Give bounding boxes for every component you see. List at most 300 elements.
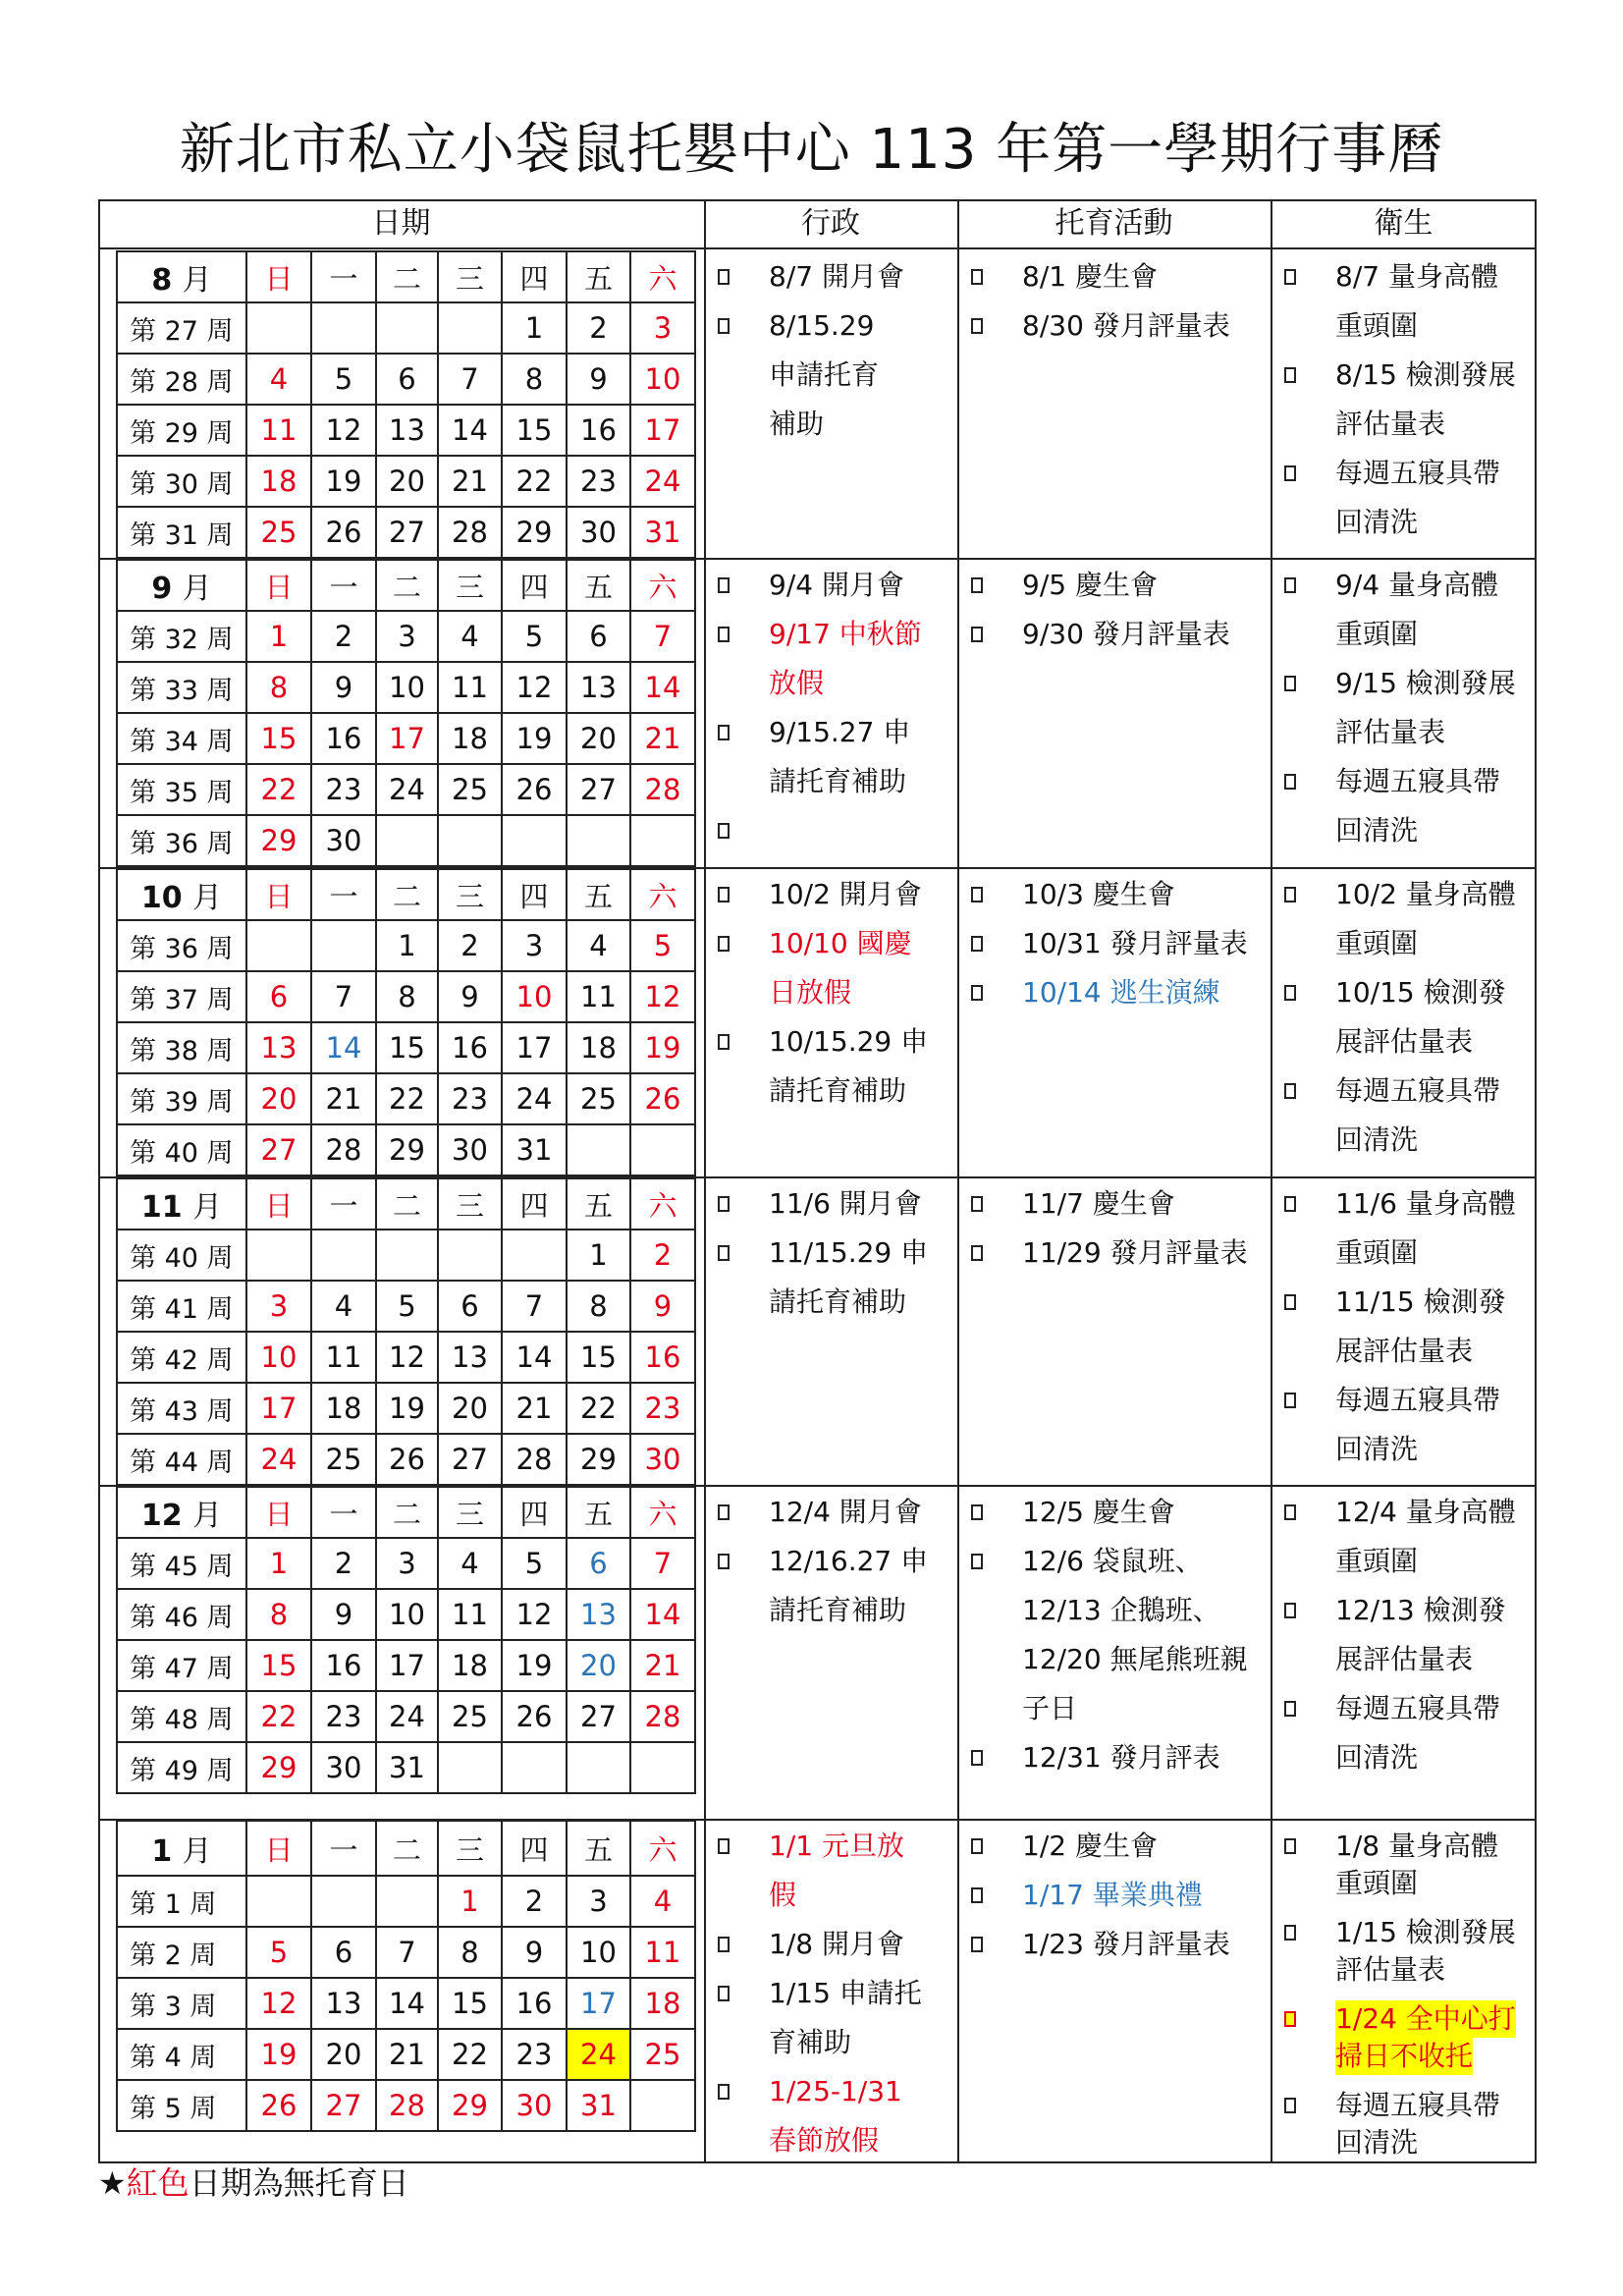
day-cell [438, 1876, 502, 1927]
week-row [117, 1538, 695, 1589]
day-number: 3 [376, 1538, 438, 1589]
week-row [117, 1927, 695, 1978]
day-cell [630, 354, 695, 405]
week-row [117, 1876, 695, 1927]
event-text: 11/15 檢測發 [1335, 1285, 1506, 1318]
day-cell [567, 2029, 630, 2080]
admin-event [704, 919, 957, 1017]
day-number: 25 [311, 1434, 376, 1485]
event-text: 11/6 量身高體 [1335, 1187, 1516, 1220]
event-text: 12/16.27 申 [769, 1545, 929, 1577]
day-number: 8 [502, 354, 567, 405]
week-label [117, 1978, 246, 2029]
checkbox-icon [1284, 1504, 1296, 1520]
event-text: 1/15 檢測發展 [1335, 1916, 1516, 1948]
star-icon: ★ [98, 2164, 127, 2202]
day-number: 11 [644, 1936, 681, 1969]
health-event [1271, 449, 1537, 547]
day-number: 21 [438, 456, 502, 507]
week-suffix: 周 [206, 675, 234, 706]
week-label [117, 405, 246, 456]
checkbox-icon [718, 577, 730, 593]
checkbox-icon [1284, 2098, 1296, 2113]
day-number: 7 [653, 620, 673, 653]
health-event [1271, 870, 1537, 968]
day-number: 29 [452, 2089, 488, 2122]
day-number: 2 [653, 1238, 673, 1272]
weekday-header: 二 [376, 1178, 438, 1230]
week-suffix: 周 [206, 1395, 234, 1427]
health-events [1271, 1179, 1537, 1474]
event-text: 展評估量表 [1335, 1025, 1474, 1058]
week-row [117, 662, 695, 713]
event-text: 8/1 慶生會 [1022, 260, 1158, 293]
day-cell [376, 1230, 438, 1281]
week-row [117, 1434, 695, 1485]
admin-event [704, 301, 957, 449]
weekday-header: 日 [246, 1487, 311, 1538]
weekday-header: 四 [502, 1178, 567, 1230]
month-unit: 月 [182, 263, 212, 298]
checkbox-icon [1284, 2011, 1296, 2027]
checkbox-icon [718, 1504, 730, 1520]
day-number: 27 [376, 507, 438, 558]
event-text: 11/7 慶生會 [1022, 1187, 1175, 1220]
day-number: 24 [376, 764, 438, 815]
day-number: 12 [502, 1589, 567, 1640]
event-text: 請托育補助 [769, 1594, 907, 1626]
week-prefix: 第 [130, 366, 156, 398]
week-row [117, 354, 695, 405]
month-calendar [116, 250, 696, 559]
month-calendar [116, 1486, 696, 1794]
day-cell [246, 1691, 311, 1742]
week-label [117, 1691, 246, 1742]
week-number: 38 [164, 1035, 198, 1066]
week-row [117, 1978, 695, 2029]
weekday-header: 四 [502, 1487, 567, 1538]
week-prefix: 第 [130, 1242, 156, 1274]
day-number: 31 [580, 2089, 617, 2122]
admin-event [704, 1920, 957, 1969]
health-event [1271, 968, 1537, 1066]
week-prefix: 第 [130, 1344, 156, 1376]
week-prefix: 第 [130, 519, 156, 551]
week-row [117, 1230, 695, 1281]
day-number: 22 [376, 1073, 438, 1124]
event-text: 10/15 檢測發 [1335, 976, 1506, 1009]
footer-red-word: 紅色 [126, 2164, 189, 2202]
event-text: 10/2 量身高體 [1335, 878, 1516, 910]
event-text: 1/2 慶生會 [1022, 1830, 1158, 1862]
week-prefix: 第 [130, 777, 156, 808]
day-number: 22 [260, 773, 298, 806]
day-cell [630, 1124, 695, 1175]
admin-events [704, 1822, 957, 2165]
event-text: 評估量表 [1335, 716, 1446, 748]
week-label [117, 1640, 246, 1691]
activity-events [957, 252, 1271, 351]
day-number: 22 [567, 1383, 630, 1434]
day-number: 29 [567, 1434, 630, 1485]
day-cell [630, 920, 695, 971]
day-number: 24 [502, 1073, 567, 1124]
day-number: 3 [376, 611, 438, 662]
week-number: 35 [164, 777, 198, 808]
event-text: 1/8 量身高體 [1335, 1830, 1498, 1862]
week-prefix: 第 [130, 1940, 156, 1971]
day-number: 22 [502, 456, 567, 507]
day-cell [567, 1742, 630, 1793]
weekday-header: 三 [438, 1821, 502, 1876]
activity-event [957, 1822, 1271, 1871]
week-prefix: 第 [130, 1653, 156, 1684]
weekday-header: 五 [567, 560, 630, 611]
day-number: 9 [311, 662, 376, 713]
event-text: 1/25-1/31 [769, 2075, 902, 2107]
checkbox-icon [718, 269, 730, 285]
day-cell [246, 1230, 311, 1281]
week-row [117, 1281, 695, 1332]
week-label [117, 1230, 246, 1281]
activity-events [957, 1822, 1271, 1969]
checkbox-icon [1284, 465, 1296, 481]
col-header-date: 日期 [371, 206, 431, 241]
day-number: 22 [260, 1700, 298, 1733]
month-label [117, 1178, 246, 1230]
day-number: 25 [438, 1691, 502, 1742]
week-number: 40 [164, 1242, 198, 1274]
week-number: 29 [164, 417, 198, 449]
month-calendar [116, 868, 696, 1176]
day-cell [246, 456, 311, 507]
day-number: 18 [644, 1987, 681, 2020]
week-label [117, 815, 246, 866]
week-label [117, 611, 246, 662]
week-prefix: 第 [130, 984, 156, 1015]
weekday-header: 二 [376, 251, 438, 302]
admin-events [704, 252, 957, 449]
week-number: 31 [164, 519, 198, 551]
day-number: 6 [589, 1547, 608, 1580]
week-row [117, 971, 695, 1022]
event-text: 子日 [1022, 1692, 1078, 1724]
day-number: 9 [311, 1589, 376, 1640]
day-number: 5 [502, 611, 567, 662]
day-number: 28 [644, 1700, 681, 1733]
week-suffix: 周 [189, 1888, 217, 1920]
day-number: 11 [438, 1589, 502, 1640]
week-row [117, 611, 695, 662]
week-prefix: 第 [130, 1888, 156, 1920]
event-text: 8/15.29 [769, 309, 875, 342]
weekday-header: 六 [630, 869, 695, 920]
activity-events [957, 870, 1271, 1017]
day-number: 15 [376, 1022, 438, 1073]
event-text: 1/24 全中心打 [1335, 2000, 1516, 2038]
week-label [117, 971, 246, 1022]
admin-event [704, 1488, 957, 1537]
activity-event [957, 919, 1271, 968]
event-text: 每週五寢具帶 [1335, 457, 1501, 489]
day-cell [311, 1022, 376, 1073]
day-number: 12 [311, 405, 376, 456]
week-label [117, 1927, 246, 1978]
day-number: 3 [653, 311, 673, 345]
week-suffix: 周 [206, 933, 234, 964]
day-number: 10 [376, 1589, 438, 1640]
week-prefix: 第 [130, 933, 156, 964]
day-cell [376, 2080, 438, 2131]
admin-event [704, 610, 957, 708]
weekday-header: 三 [438, 1178, 502, 1230]
health-events [1271, 1822, 1537, 2167]
day-number: 6 [311, 1927, 376, 1978]
day-number: 2 [311, 611, 376, 662]
week-prefix: 第 [130, 1035, 156, 1066]
day-number: 7 [438, 354, 502, 405]
day-number: 6 [438, 1281, 502, 1332]
week-prefix: 第 [130, 1551, 156, 1582]
day-cell [630, 1383, 695, 1434]
col-header-admin: 行政 [801, 206, 860, 241]
day-number: 17 [260, 1392, 298, 1425]
day-number: 6 [269, 980, 289, 1013]
event-text: 12/20 無尾熊班親 [1022, 1643, 1248, 1675]
event-text: 9/17 中秋節 [769, 618, 922, 650]
day-number: 10 [515, 980, 553, 1013]
health-event [1271, 1908, 1537, 1995]
day-number: 12 [260, 1987, 298, 2020]
day-number: 25 [644, 2038, 681, 2071]
month-number: 8 [151, 263, 173, 298]
day-number: 14 [438, 405, 502, 456]
checkbox-icon [718, 1554, 730, 1569]
event-text: 10/31 發月評量表 [1022, 927, 1248, 959]
event-text: 1/8 開月會 [769, 1928, 904, 1960]
week-prefix: 第 [130, 1137, 156, 1169]
day-cell [567, 1640, 630, 1691]
day-number: 30 [644, 1443, 681, 1476]
day-number: 11 [260, 413, 298, 447]
checkbox-icon [1284, 577, 1296, 593]
weekday-header: 二 [376, 1821, 438, 1876]
day-number: 4 [438, 1538, 502, 1589]
checkbox-icon [971, 1554, 983, 1569]
day-cell [630, 456, 695, 507]
month-number: 12 [140, 1499, 183, 1533]
day-number: 17 [502, 1022, 567, 1073]
checkbox-icon [1284, 1083, 1296, 1099]
day-number: 13 [311, 1978, 376, 2029]
week-row [117, 302, 695, 354]
month-number: 11 [140, 1190, 183, 1225]
day-number: 13 [580, 1598, 617, 1631]
week-label [117, 507, 246, 558]
day-number: 26 [644, 1082, 681, 1116]
day-cell [246, 662, 311, 713]
event-text: 每週五寢具帶 [1335, 1384, 1501, 1416]
week-label [117, 1589, 246, 1640]
week-prefix: 第 [130, 1755, 156, 1786]
event-text: 8/15 檢測發展 [1335, 358, 1516, 391]
day-number: 25 [260, 516, 298, 549]
day-number: 29 [260, 824, 298, 857]
day-cell [246, 971, 311, 1022]
month-unit: 月 [192, 1190, 223, 1225]
day-cell [311, 1230, 376, 1281]
health-event [1271, 252, 1537, 351]
checkbox-icon [1284, 676, 1296, 691]
activity-events [957, 1488, 1271, 1782]
day-number: 13 [260, 1031, 298, 1065]
week-suffix: 周 [206, 1344, 234, 1376]
week-label [117, 1022, 246, 1073]
week-label [117, 2080, 246, 2131]
event-text: 9/15.27 申 [769, 716, 911, 748]
day-number: 25 [438, 764, 502, 815]
day-cell [630, 764, 695, 815]
checkbox-icon [718, 2084, 730, 2100]
day-number: 29 [376, 1124, 438, 1175]
event-text: 重頭圍 [1335, 927, 1419, 959]
day-number: 1 [376, 920, 438, 971]
day-number: 12 [376, 1332, 438, 1383]
event-text: 回清洗 [1335, 1741, 1419, 1774]
event-text: 9/4 量身高體 [1335, 569, 1498, 601]
day-number: 3 [502, 920, 567, 971]
week-suffix: 周 [206, 519, 234, 551]
event-text: 回清洗 [1335, 814, 1419, 847]
day-number: 4 [311, 1281, 376, 1332]
event-text: 12/5 慶生會 [1022, 1496, 1175, 1528]
health-event [1271, 1278, 1537, 1376]
day-cell [246, 1434, 311, 1485]
checkbox-icon [718, 627, 730, 642]
day-cell [438, 302, 502, 354]
day-cell [376, 1876, 438, 1927]
health-events [1271, 561, 1537, 855]
event-text: 10/2 開月會 [769, 878, 922, 910]
weekday-header: 三 [438, 1487, 502, 1538]
day-number: 12 [644, 980, 681, 1013]
day-cell [246, 1538, 311, 1589]
weekday-header: 六 [630, 251, 695, 302]
checkbox-icon [718, 823, 730, 839]
day-cell [567, 815, 630, 866]
month-calendar [116, 1820, 696, 2132]
week-number: 28 [164, 366, 198, 398]
day-number: 26 [502, 1691, 567, 1742]
checkbox-icon [718, 1196, 730, 1212]
week-suffix: 周 [206, 777, 234, 808]
day-number: 3 [567, 1876, 630, 1927]
day-number: 1 [269, 1547, 289, 1580]
event-text: 12/4 開月會 [769, 1496, 922, 1528]
health-events [1271, 1488, 1537, 1782]
checkbox-icon [1284, 985, 1296, 1001]
day-number: 23 [438, 1073, 502, 1124]
week-suffix: 周 [206, 1755, 234, 1786]
day-number: 5 [653, 929, 673, 962]
month-label [117, 251, 246, 302]
day-number: 4 [438, 611, 502, 662]
day-number: 23 [311, 764, 376, 815]
day-number: 16 [502, 1978, 567, 2029]
week-row [117, 920, 695, 971]
event-text: 重頭圍 [1335, 309, 1419, 342]
checkbox-icon [718, 1986, 730, 2001]
event-text: 11/15.29 申 [769, 1236, 929, 1269]
weekday-header: 六 [630, 1178, 695, 1230]
event-text: 補助 [769, 408, 825, 440]
day-number: 20 [567, 713, 630, 764]
day-number: 21 [311, 1073, 376, 1124]
week-row [117, 1124, 695, 1175]
week-label [117, 662, 246, 713]
checkbox-icon [971, 1887, 983, 1903]
week-suffix: 周 [206, 1086, 234, 1118]
day-cell [246, 1022, 311, 1073]
day-cell [567, 1124, 630, 1175]
week-number: 1 [164, 1888, 182, 1920]
week-row [117, 1742, 695, 1793]
day-cell [246, 1927, 311, 1978]
day-number: 8 [438, 1927, 502, 1978]
day-cell [630, 815, 695, 866]
activity-event [957, 1179, 1271, 1229]
week-suffix: 周 [206, 1602, 234, 1633]
checkbox-icon [971, 887, 983, 902]
weekday-header: 一 [311, 560, 376, 611]
checkbox-icon [1284, 367, 1296, 383]
week-prefix: 第 [130, 828, 156, 859]
day-number: 17 [376, 1640, 438, 1691]
event-text: 1/15 申請托 [769, 1977, 922, 2009]
day-cell [246, 1640, 311, 1691]
week-row [117, 507, 695, 558]
footer-text: 日期為無托育日 [189, 2164, 409, 2202]
week-number: 46 [164, 1602, 198, 1633]
event-text: 重頭圍 [1335, 1236, 1419, 1269]
day-number: 29 [502, 507, 567, 558]
checkbox-icon [718, 725, 730, 740]
checkbox-icon [718, 1245, 730, 1261]
day-cell [630, 1434, 695, 1485]
health-events [1271, 252, 1537, 547]
day-number: 8 [376, 971, 438, 1022]
weekday-header: 日 [246, 1178, 311, 1230]
week-number: 40 [164, 1137, 198, 1169]
week-label [117, 1332, 246, 1383]
event-text: 掃日不收托 [1335, 2038, 1473, 2075]
checkbox-icon [1284, 1925, 1296, 1941]
day-number: 19 [502, 713, 567, 764]
weekday-header: 六 [630, 560, 695, 611]
event-text: 9/30 發月評量表 [1022, 618, 1230, 650]
day-cell [630, 2080, 695, 2131]
day-number: 22 [438, 2029, 502, 2080]
week-number: 49 [164, 1755, 198, 1786]
day-number: 3 [269, 1289, 289, 1323]
day-cell [502, 1230, 567, 1281]
day-number: 15 [260, 1649, 298, 1682]
day-number: 20 [438, 1383, 502, 1434]
checkbox-icon [718, 887, 730, 902]
activity-event [957, 610, 1271, 659]
admin-event [704, 1179, 957, 1229]
week-prefix: 第 [130, 2042, 156, 2073]
